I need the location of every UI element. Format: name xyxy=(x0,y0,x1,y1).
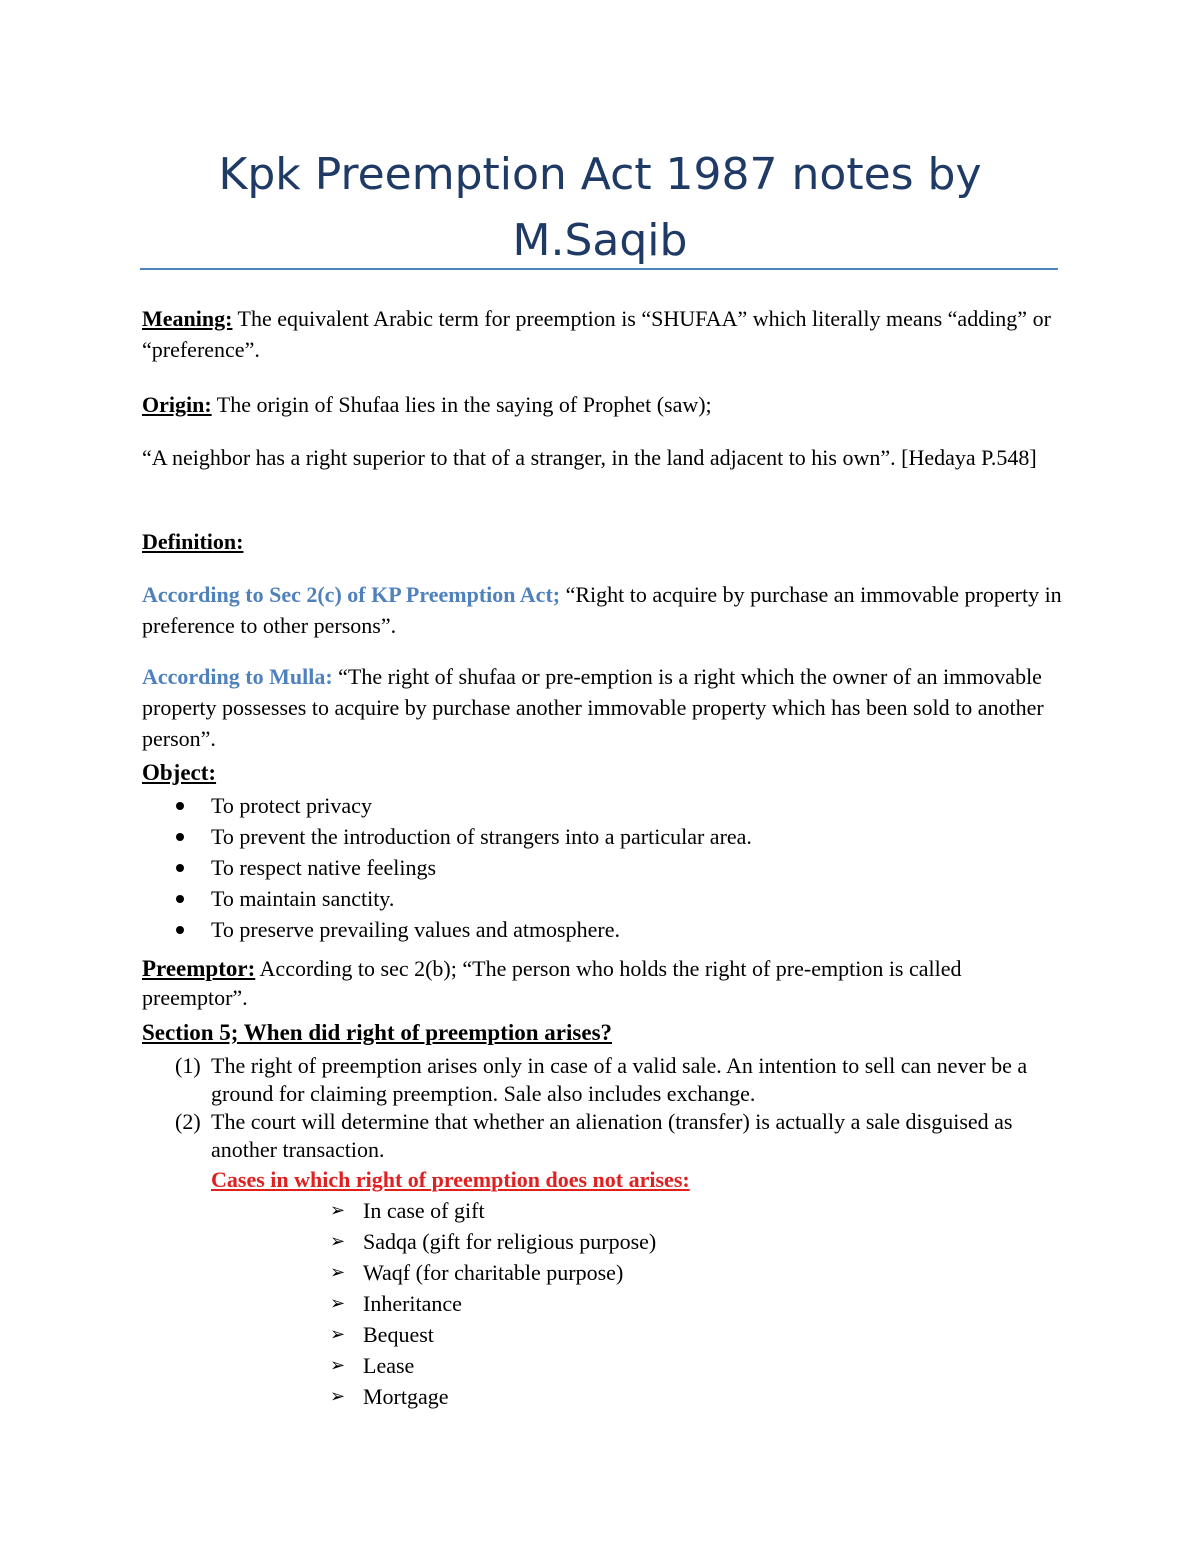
cases-heading-text: Cases in which right of preemption does not arises: xyxy=(211,1167,690,1192)
section5-label: Section 5; When did right of preemption arises? xyxy=(142,1020,613,1045)
preemptor-label: Preemptor: xyxy=(142,956,256,981)
meaning-label: Meaning: xyxy=(142,306,233,331)
list-item: ➢ In case of gift xyxy=(330,1195,930,1226)
arrow-bullet-icon: ➢ xyxy=(330,1293,346,1314)
meaning-paragraph xyxy=(142,303,1062,365)
list-item: ➢ Waqf (for charitable purpose) xyxy=(330,1257,930,1288)
definition-mulla-paragraph xyxy=(142,661,1062,754)
list-item: To maintain sanctity. xyxy=(142,883,1042,914)
section5-list xyxy=(142,1052,1062,1164)
bullet-icon xyxy=(176,833,184,841)
origin-label: Origin: xyxy=(142,392,212,417)
list-item: To preserve prevailing values and atmosphere. xyxy=(142,914,1042,945)
definition-label: Definition: xyxy=(142,529,244,554)
list-item: To respect native feelings xyxy=(142,852,1042,883)
bullet-icon xyxy=(176,926,184,934)
bullet-icon xyxy=(176,864,184,872)
arrow-bullet-icon: ➢ xyxy=(330,1262,346,1283)
list-item: ➢ Bequest xyxy=(330,1319,930,1350)
list-item: ➢ Lease xyxy=(330,1350,930,1381)
list-item: ➢ Sadqa (gift for religious purpose) xyxy=(330,1226,930,1257)
bullet-icon xyxy=(176,802,184,810)
origin-text: The origin of Shufaa lies in the saying of Prophet (saw); xyxy=(211,392,712,417)
list-item: To prevent the introduction of strangers into a particular area. xyxy=(142,821,1042,852)
title-line-1: Kpk Preemption Act 1987 notes by xyxy=(218,149,982,200)
hadith-quote: “A neighbor has a right superior to that of a stranger, in the land adjacent to his own”. [Hedaya P.548] xyxy=(142,445,1037,470)
origin-paragraph xyxy=(142,389,1062,420)
list-item: ➢ Mortgage xyxy=(330,1381,930,1412)
section-definition-text: “Right to acquire by purchase an immovable property in preference to other persons”. xyxy=(142,582,1062,638)
title-line-2: M.Saqib xyxy=(512,215,688,266)
mulla-reference: According to Mulla: xyxy=(142,664,333,689)
arrow-bullet-icon: ➢ xyxy=(330,1324,346,1345)
document-title xyxy=(140,142,1060,274)
section-reference: According to Sec 2(c) of KP Preemption Act; xyxy=(142,582,561,607)
list-item: (2) The court will determine that whether an alienation (transfer) is actually a sale disguised as another transaction. xyxy=(175,1109,1013,1162)
object-label: Object: xyxy=(142,760,217,785)
list-item: To protect privacy xyxy=(142,790,1042,821)
object-list xyxy=(142,790,1042,945)
list-item: ➢ Inheritance xyxy=(330,1288,930,1319)
mulla-definition-text: “The right of shufaa or pre-emption is a right which the owner of an immovable property possesses to acquire by purchase another immovable property which has been sold to another person”. xyxy=(142,664,1044,751)
cases-heading xyxy=(211,1164,1011,1195)
arrow-bullet-icon: ➢ xyxy=(330,1200,346,1221)
title-divider xyxy=(140,268,1058,270)
definition-heading xyxy=(142,526,1062,557)
object-heading xyxy=(142,757,1062,788)
list-item: (1) The right of preemption arises only in case of a valid sale. An intention to sell can never be a ground for claiming preemption. Sale also includes exchange. xyxy=(175,1053,1028,1106)
cases-list xyxy=(330,1195,930,1412)
definition-section-paragraph xyxy=(142,579,1062,641)
arrow-bullet-icon: ➢ xyxy=(330,1355,346,1376)
preemptor-paragraph xyxy=(142,954,1062,1012)
bullet-icon xyxy=(176,895,184,903)
preemptor-text: According to sec 2(b); “The person who holds the right of pre-emption is called preemptor”. xyxy=(142,956,962,1010)
meaning-text: The equivalent Arabic term for preemption is “SHUFAA” which literally means “adding” or “preference”. xyxy=(142,306,1051,362)
arrow-bullet-icon: ➢ xyxy=(330,1231,346,1252)
section5-heading xyxy=(142,1017,1062,1048)
arrow-bullet-icon: ➢ xyxy=(330,1386,346,1407)
